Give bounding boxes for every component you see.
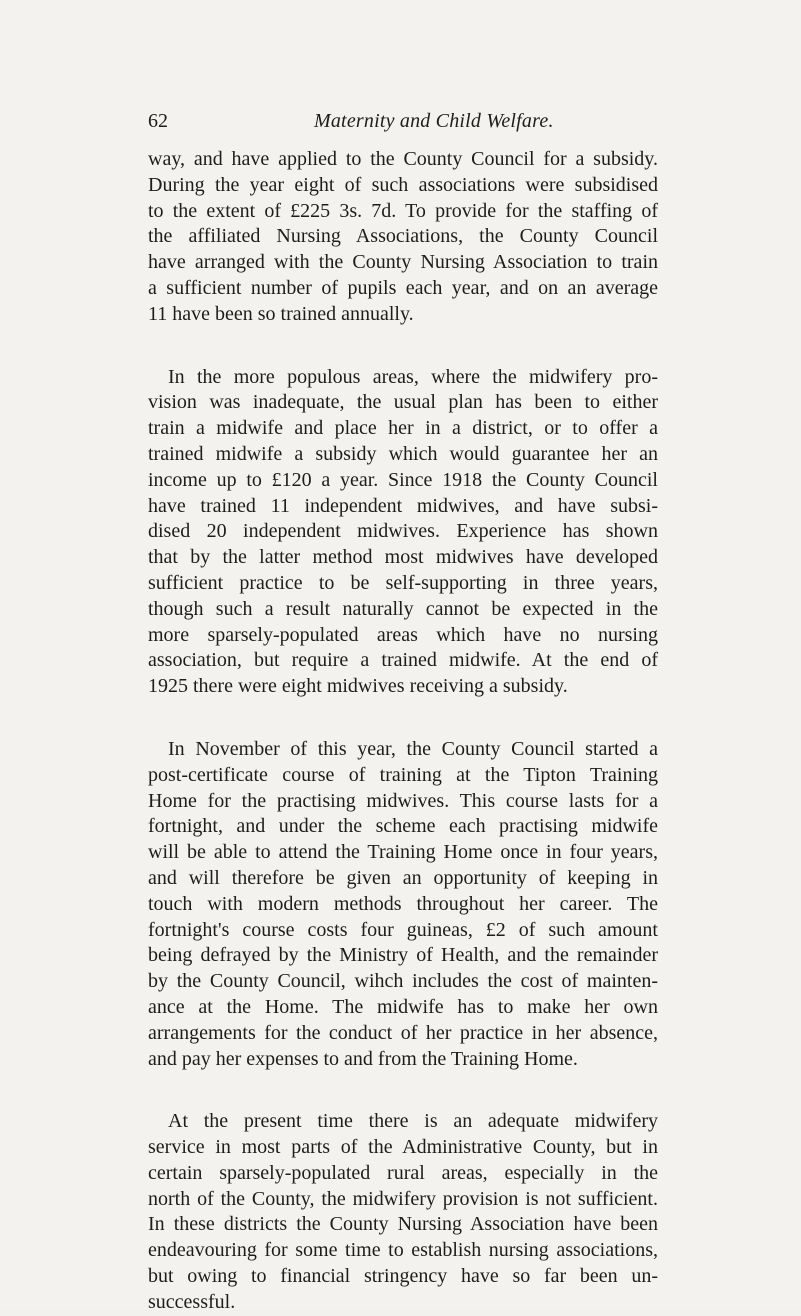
page-header [148,106,658,136]
text-line: and will therefore be given an opportunity of keeping in [148,866,658,889]
text-line: 1925 there were eight midwives receiving a subsidy. [148,675,568,698]
running-title: Maternity and Child Welfare. [314,110,554,132]
text-line: to the extent of £225 3s. 7d. To provide for the staffing of [148,199,658,222]
text-line: During the year eight of such associations were subsidised [148,173,658,196]
text-line: the affiliated Nursing Associations, the County Council [148,225,658,248]
text-line: ance at the Home. The midwife has to make her own [148,995,658,1018]
text-line: fortnight's course costs four guineas, £2 of such amount [148,918,658,941]
text-line: sufficient practice to be self-supporting in three years, [148,571,658,594]
text-line: service in most parts of the Administrative County, but in [148,1136,658,1159]
text-line: successful. [148,1290,236,1313]
text-line: by the County Council, wihch includes the cost of mainten- [148,970,658,993]
text-line: will be able to attend the Training Home once in four years, [148,841,658,864]
paragraph-2 [148,365,658,700]
text-line: though such a result naturally cannot be expected in the [148,597,658,620]
text-line: have trained 11 independent midwives, and have subsi- [148,494,658,517]
text-line: In these districts the County Nursing Association have been [148,1213,658,1236]
page-number: 62 [148,110,168,132]
text-line: more sparsely-populated areas which have no nursing [148,623,658,646]
text-line: dised 20 independent midwives. Experience has shown [148,520,658,543]
text-line: have arranged with the County Nursing Association to train [148,251,658,274]
text-line: 11 have been so trained annually. [148,302,414,325]
text-line: touch with modern methods throughout her career. The [148,892,658,915]
text-line-content: In November of this year, the County Council started a [168,737,658,760]
text-line-content: At the present time there is an adequate midwifery [168,1110,658,1133]
text-line: fortnight, and under the scheme each practising midwife [148,815,658,838]
text-line: but owing to financial stringency have so far been un- [148,1265,658,1288]
text-line: that by the latter method most midwives have developed [148,546,658,569]
text-line: income up to £120 a year. Since 1918 the County Council [148,468,658,491]
text-line [148,737,658,763]
text-line [148,1109,658,1135]
text-line: vision was inadequate, the usual plan has been to either [148,391,658,414]
paragraph-1 [148,147,658,328]
text-line: Home for the practising midwives. This course lasts for a [148,789,658,812]
text-line-content: In the more populous areas, where the midwifery pro- [168,365,658,388]
text-line: north of the County, the midwifery provision is not sufficient. [148,1187,658,1210]
text-line: train a midwife and place her in a district, or to offer a [148,417,658,440]
paragraph-4 [148,1109,658,1315]
text-line: certain sparsely-populated rural areas, especially in the [148,1161,658,1184]
text-line: post-certificate course of training at the Tipton Training [148,763,658,786]
text-line [148,365,658,391]
text-line: way, and have applied to the County Council for a subsidy. [148,148,658,170]
text-line: association, but require a trained midwife. At the end of [148,649,658,672]
paragraph-3 [148,737,658,1072]
text-line: trained midwife a subsidy which would guarantee her an [148,442,658,465]
text-line: and pay her expenses to and from the Training Home. [148,1047,578,1070]
text-line: being defrayed by the Ministry of Health, and the remainder [148,944,658,967]
text-line: endeavouring for some time to establish nursing associations, [148,1239,658,1262]
text-line: arrangements for the conduct of her practice in her absence, [148,1021,658,1044]
text-line: a sufficient number of pupils each year, and on an average [148,276,658,299]
body-text [148,147,658,1316]
